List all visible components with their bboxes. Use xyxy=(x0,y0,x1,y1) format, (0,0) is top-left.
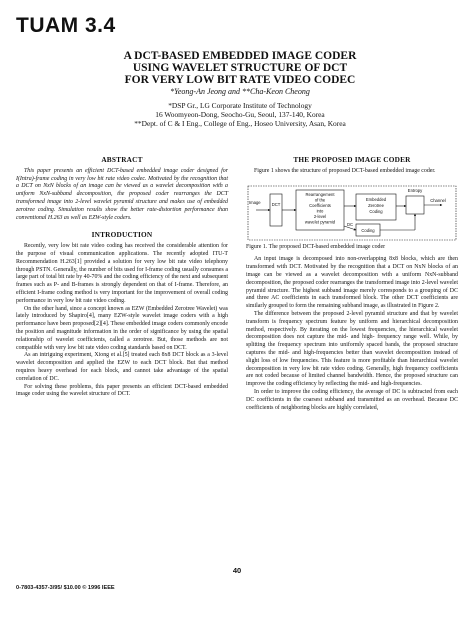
affiliation-2: 16 Woomyeon-Dong, Seocho-Gu, Seoul, 137-140, Korea xyxy=(155,110,325,119)
paper-title-line-3: FOR VERY LOW BIT RATE VIDEO CODEC xyxy=(124,74,356,86)
session-id: TUAM 3.4 xyxy=(16,14,116,37)
rearrange-line-6: wavelet pyramid xyxy=(304,219,336,225)
rearrange-line-2: of the xyxy=(314,197,326,203)
left-column xyxy=(16,156,228,399)
block-diagram-svg xyxy=(246,180,458,242)
body-paragraph-2: The difference between the proposed 2-level pyramid structure and that by wavelet transform is frequency spectrum feature by uniform and hierarchical decomposition method, respectively. By iterating on the lowest frequencies, the hierarchical wavelet decomposition does not capture the mid- and high- frequency range well. While, by splitting the frequency spectrum into uniformly spaced bands, the proposed structure captures the mid- and high-frequencies better than wavelet decomposition instead of slight loss of low frequencies. This feature is more profitable than hierarchical wavelet decomposition in very low bit rate video coding. Generally, high frequency coefficients are not coded because of limited channel bandwidth. Hence, the proposed structure can improve the coding efficiency by reflecting the mid- and high-frequencies. xyxy=(246,310,458,388)
intro-paragraph-3: As an intriguing experiment, Xiong et al.[5] treated each 8x8 DCT block as a 3-level wavelet decomposition and applied the EZW to each DCT block. But that method requires heavy overhead for each block, and cannot take advantage of the spatial correlation of DC. xyxy=(16,352,228,382)
figure-1-block-diagram xyxy=(246,180,458,242)
dct-box xyxy=(270,194,282,226)
body-paragraph-3: In order to improve the coding efficiency, the average of DC is subtracted from each DC coefficients in the coarsest subband and transmitted as an overhead. Because DC coefficients of neighboring blocks are highly correlated, xyxy=(246,388,458,411)
abstract-heading: ABSTRACT xyxy=(101,155,143,164)
ezc-line-2: Zerotree xyxy=(368,202,384,208)
rearrange-line-5: 2-level xyxy=(313,213,327,219)
rearrange-line-4: into xyxy=(316,208,324,214)
intro-paragraph-2: On the other hand, since a concept known as EZW (Embedded Zerotree Wavelet) was lately introduced by Shapiro[4], many EZW-style wavelet image coders with a high performance have been proposed[2][4]. These embedded image coders commonly encode the position and magnitude information in the order of significance by using the spatial relationship of wavelet coefficients, called a zerotree. But, those methods are not compatible with very low bit rate video coding standards based on DCT. xyxy=(16,305,228,351)
authors: *Yeong-An Jeong and **Cha-Keon Cheong xyxy=(170,87,310,96)
label-coding: Coding xyxy=(361,227,375,233)
label-dc: DC xyxy=(346,221,354,227)
affiliations xyxy=(60,101,420,128)
figure-1-caption: Figure 1. The proposed DCT-based embedded image coder xyxy=(246,243,386,250)
body-paragraph-1: An input image is decomposed into non-overlapping 8x8 blocks, which are then transformed with DCT. Motivated by the recognition that a DCT on NxN blocks of an image can be viewed as a wavelet decomposition with a uniform NxN-subband decomposition, the proposed coder rearranges the transformed image into 2-level wavelet pyramid structure. The highest subband image merely corresponds to a grouping of DC and three AC coefficients in each transformed block. The other DCT coefficients are similarly grouped to form the remaining subband image, as illustrated in Figure 2. xyxy=(246,256,458,310)
paper-title-line-1: A DCT-BASED EMBEDDED IMAGE CODER xyxy=(123,50,357,62)
ezc-line-1: Embedded xyxy=(365,196,387,202)
affiliation-1: *DSP Gr., LG Corporate Institute of Technology xyxy=(168,101,312,110)
proposed-coder-heading: THE PROPOSED IMAGE CODER xyxy=(293,155,411,164)
intro-paragraph-1: Recently, very low bit rate video coding has received the considerable attention for the purpose of visual communication applications. The recently adopted ITU-T Recommendation H.263[1] provided a solution for very low bit rate video telephony through PSTN. Generally, the number of bits used for I-frame coding usually consumes a large part of total bit rate by 40-70% and the coding efficiency of the next and subsequent frames such as P- and B-frames is strongly dependent on that of I-frame. Therefore, an efficient I-frame coding method is very important for the improvement of overall coding performance in very low bit rate video coding. xyxy=(16,243,228,304)
abstract-text: This paper presents an efficient DCT-based embedded image coder designed for I(Intra)-frame coding in very low bit rate video codec. Motivated by the recognition that a DCT on NxN blocks of an image can be viewed as a wavelet decomposition with a uniform NxN-subband decomposition, the proposed coder rearranges the DCT transformed image into 2-level wavelet pyramid structure and makes use of embedded zerotree coding. Simulation results show the better rate-distortion performance than conventional H.263 as well as EZW-style coders. xyxy=(16,167,228,221)
rearrange-line-1: Rearrangement xyxy=(305,191,335,197)
copyright-footer: 0-7803-4357-3/95/ $10.00 © 1996 IEEE xyxy=(16,585,115,591)
label-entropy: Entropy xyxy=(407,187,423,193)
entropy-box xyxy=(406,196,424,214)
proposed-intro-text: Figure 1 shows the structure of proposed DCT-based embedded image coder. xyxy=(254,167,436,174)
label-image: Image xyxy=(249,199,261,205)
rearrange-line-3: Coefficients xyxy=(309,202,331,208)
affiliation-3: **Dept. of C & I Eng., College of Eng., Hoseo University, Asan, Korea xyxy=(134,119,346,128)
paper-title-line-2: USING WAVELET STRUCTURE OF DCT xyxy=(132,62,348,74)
right-column xyxy=(246,156,458,412)
intro-paragraph-4: For solving these problems, this paper presents an efficient DCT-based embedded image coder using the wavelet structure of DCT. xyxy=(16,383,228,398)
page-number: 40 xyxy=(232,566,242,575)
introduction-heading: INTRODUCTION xyxy=(91,230,153,240)
paper-header xyxy=(60,50,420,128)
label-dct: DCT xyxy=(271,201,281,207)
label-channel: Channel xyxy=(430,197,446,203)
ezc-line-3: Coding xyxy=(369,208,383,214)
